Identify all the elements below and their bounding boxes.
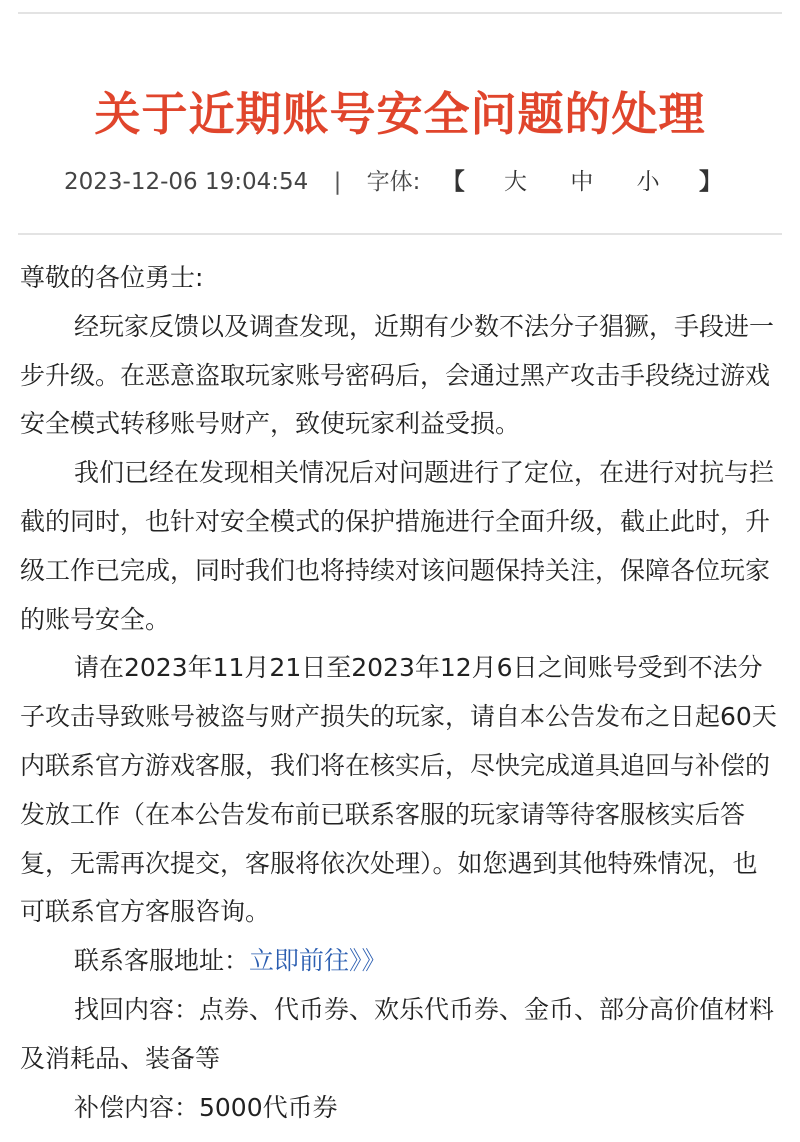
font-size-medium-button[interactable]: 中 — [570, 169, 594, 195]
font-size-small-button[interactable]: 小 — [636, 169, 660, 195]
article-title: 关于近期账号安全问题的处理 — [94, 87, 706, 141]
meta-separator: | — [333, 169, 342, 195]
article-body — [20, 254, 780, 1132]
article-meta — [0, 162, 800, 202]
greeting: 尊敬的各位勇士: — [20, 263, 204, 292]
paragraph-3: 请在2023年11月21日至2023年12月6日之间账号受到不法分子攻击导致账号被盗与财产损失的玩家，请自本公告发布之日起60天内联系官方游戏客服，我们将在核实后，尽快完成道具追回与补偿的发放工作（在本公告发布前已联系客服的玩家请等待客服核实后答复，无需再次提交，客服将依次处理）。如您遇到其他特殊情况，也可联系官方客服咨询。 — [20, 653, 777, 927]
font-bracket-open: 【 — [441, 169, 465, 195]
contact-line — [20, 937, 780, 986]
publish-datetime: 2023-12-06 19:04:54 — [64, 169, 309, 195]
contact-label: 联系客服地址： — [74, 946, 250, 976]
paragraph-1: 经玩家反馈以及调查发现，近期有少数不法分子猖獗，手段进一步升级。在恶意盗取玩家账号密码后，会通过黑产攻击手段绕过游戏安全模式转移账号财产，致使玩家利益受损。 — [20, 311, 775, 439]
recover-content-line: 找回内容：点券、代币券、欢乐代币券、金币、部分高价值材料及消耗品、装备等 — [20, 994, 775, 1073]
font-size-label: 字体: — [366, 169, 421, 195]
header-divider — [18, 233, 782, 235]
contact-service-link[interactable]: 立即前往》》 — [249, 946, 387, 976]
font-bracket-close: 】 — [698, 169, 722, 195]
top-divider — [18, 12, 782, 14]
compensation-content-line: 补偿内容：5000代币券 — [74, 1092, 338, 1122]
font-size-large-button[interactable]: 大 — [504, 169, 528, 195]
paragraph-2: 我们已经在发现相关情况后对问题进行了定位，在进行对抗与拦截的同时，也针对安全模式的保护措施进行全面升级，截止此时，升级工作已完成，同时我们也将持续对该问题保持关注，保障各位玩家的账号安全。 — [20, 458, 775, 634]
